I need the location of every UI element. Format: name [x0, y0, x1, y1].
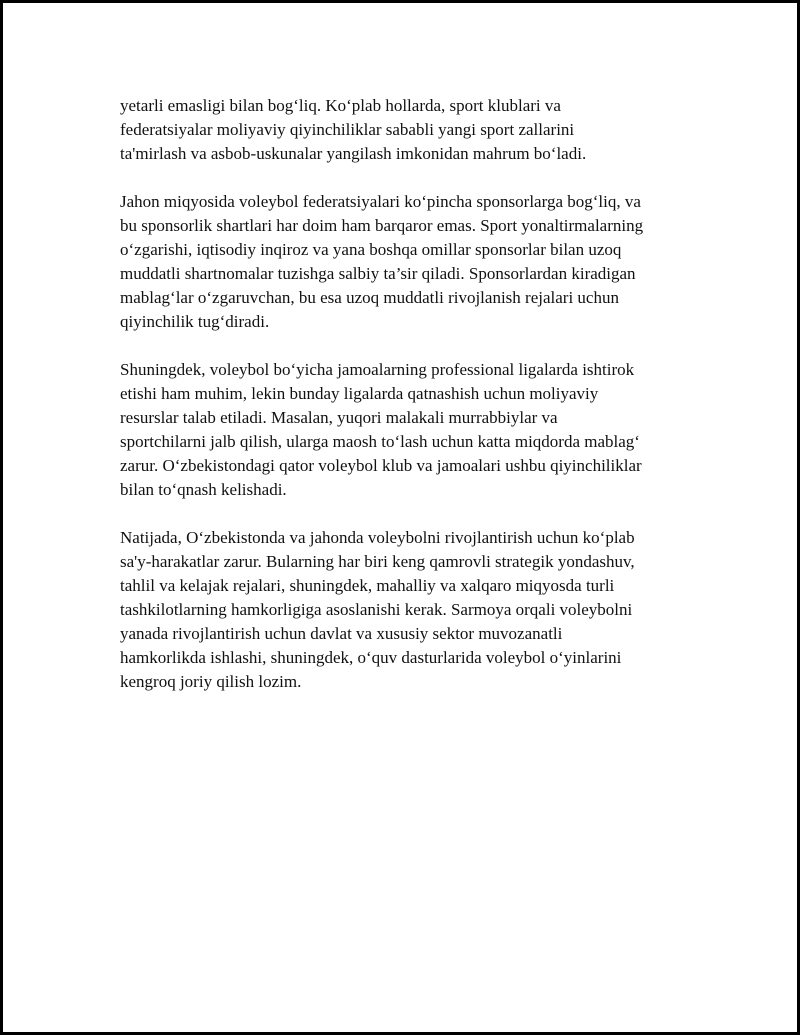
- text-line: hamkorlikda ishlashi, shuningdek, o‘quv dasturlarida voleybol o‘yinlarini: [120, 648, 622, 667]
- text-line: federatsiyalar moliyaviy qiyinchiliklar sababli yangi sport zallarini: [120, 120, 575, 139]
- text-line: muddatli shartnomalar tuzishga salbiy ta’sir qiladi. Sponsorlardan kiradigan: [120, 264, 636, 283]
- text-line: bilan to‘qnash kelishadi.: [120, 480, 287, 499]
- text-line: zarur. O‘zbekistondagi qator voleybol klub va jamoalari ushbu qiyinchiliklar: [120, 456, 642, 475]
- text-line: sa'y-harakatlar zarur. Bularning har biri keng qamrovli strategik yondashuv,: [120, 552, 635, 571]
- text-line: bu sponsorlik shartlari har doim ham barqaror emas. Sport yonaltirmalarning: [120, 216, 644, 235]
- text-line: Shuningdek, voleybol bo‘yicha jamoalarning professional ligalarda ishtirok: [120, 360, 635, 379]
- text-line: yetarli emasligi bilan bog‘liq. Ko‘plab hollarda, sport klublari va: [120, 96, 561, 115]
- paragraph: [120, 526, 700, 694]
- text-line: qiyinchilik tug‘diradi.: [120, 312, 270, 331]
- paragraph: [120, 190, 700, 334]
- text-line: tashkilotlarning hamkorligiga asoslanishi kerak. Sarmoya orqali voleybolni: [120, 600, 633, 619]
- text-line: kengroq joriy qilish lozim.: [120, 672, 302, 691]
- text-line: o‘zgarishi, iqtisodiy inqiroz va yana boshqa omillar sponsorlar bilan uzoq: [120, 240, 622, 259]
- text-line: resurslar talab etiladi. Masalan, yuqori malakali murrabbiylar va: [120, 408, 558, 427]
- text-line: yanada rivojlantirish uchun davlat va xususiy sektor muvozanatli: [120, 624, 563, 643]
- text-line: Natijada, O‘zbekistonda va jahonda voleybolni rivojlantirish uchun ko‘plab: [120, 528, 635, 547]
- text-line: ta'mirlash va asbob-uskunalar yangilash imkonidan mahrum bo‘ladi.: [120, 144, 587, 163]
- text-line: sportchilarni jalb qilish, ularga maosh to‘lash uchun katta miqdorda mablag‘: [120, 432, 640, 451]
- paragraph: [120, 94, 700, 166]
- text-line: tahlil va kelajak rejalari, shuningdek, mahalliy va xalqaro miqyosda turli: [120, 576, 615, 595]
- paragraph: [120, 358, 700, 502]
- text-line: Jahon miqyosida voleybol federatsiyalari ko‘pincha sponsorlarga bog‘liq, va: [120, 192, 641, 211]
- document-body: [120, 94, 700, 718]
- text-line: mablag‘lar o‘zgaruvchan, bu esa uzoq muddatli rivojlanish rejalari uchun: [120, 288, 619, 307]
- text-line: etishi ham muhim, lekin bunday ligalarda qatnashish uchun moliyaviy: [120, 384, 599, 403]
